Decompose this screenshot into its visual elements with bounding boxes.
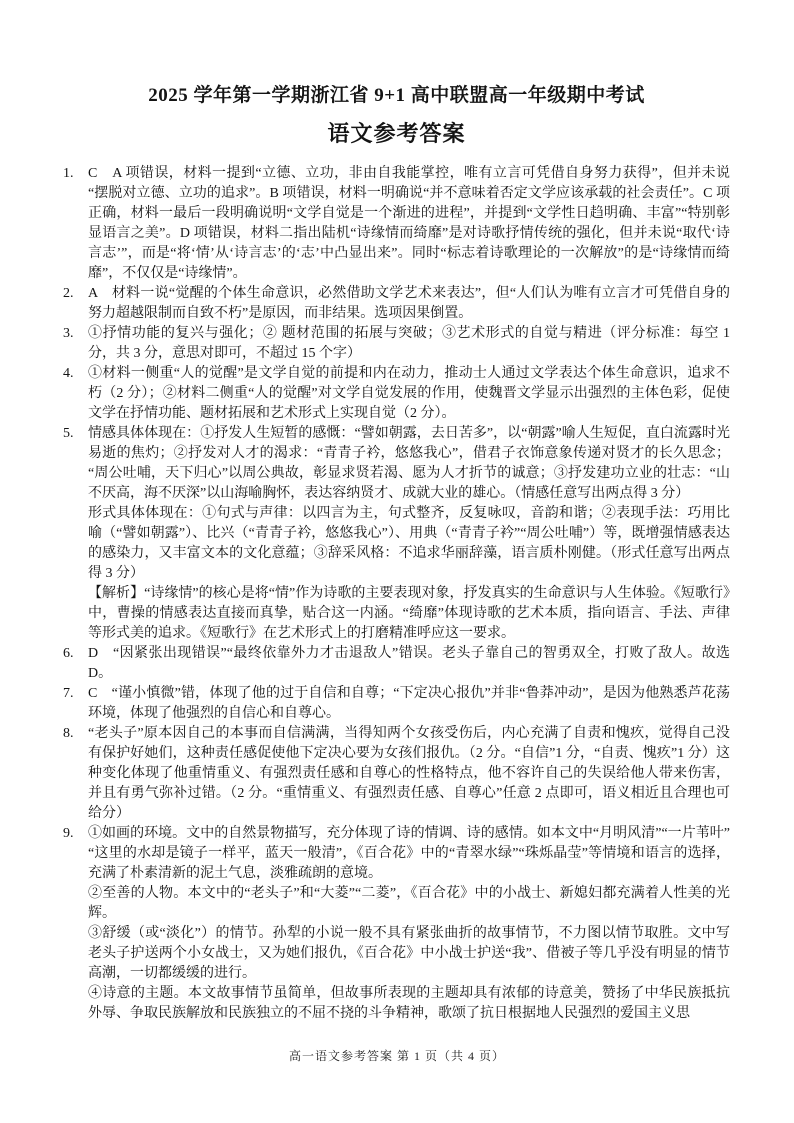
answer-paragraph-analysis: 【解析】“诗缘情”的核心是将“情”作为诗歌的主要表现对象，抒发真实的生命意识与人生体验。《短歌行》中，曹操的情感表达直接而真挚，贴合这一内涵。“绮靡”体现诗歌的艺术本质，指向语言、手法、声律等形式美的追求。《短歌行》在艺术形式上的打磨精准呼应这一要求。	[88, 586, 730, 641]
answer-paragraph: ②至善的人物。本文中的“老头子”和“大菱”“二菱”，《百合花》中的小战士、新媳妇都充满着人性美的光辉。	[88, 886, 730, 921]
answer-item-4	[63, 364, 730, 424]
answer-item-8	[63, 724, 730, 824]
answer-number: 3.	[63, 326, 74, 341]
answer-number: 6.	[63, 646, 74, 661]
answer-paragraph: ③舒缓（或“淡化”）的情节。孙犁的小说一般不具有紧张曲折的故事情节，不力图以情节取胜。文中写老头子护送两个小女战士，又为她们报仇，《百合花》中小战士护送“我”、借被子等几乎没有明显的情节高潮，一切都缓缓的进行。	[88, 926, 730, 981]
doc-title: 语文参考答案	[327, 121, 466, 146]
answer-item-6	[63, 644, 730, 684]
answer-item-9	[63, 824, 730, 1024]
exam-title: 2025 学年第一学期浙江省 9+1 高中联盟高一年级期中考试	[148, 85, 645, 106]
answer-paragraph: ①材料一侧重“人的觉醒”是文学自觉的前提和内在动力，推动士人通过文学表达个体生命意识，追求不朽（2 分）；②材料二侧重“人的觉醒”对文学自觉发展的作用，使魏晋文学显示出强烈的主体色彩，促使文学在抒情功能、题材拓展和艺术形式上实现自觉（2 分）。	[88, 366, 730, 421]
answer-item-3	[63, 324, 730, 364]
answer-paragraph: 情感具体体现在：①抒发人生短暂的感慨：“譬如朝露，去日苦多”，以“朝露”喻人生短促，直白流露时光易逝的焦灼；②抒发对人才的渴求：“青青子衿，悠悠我心”，借君子衣饰意象传递对贤才的长久思念；“周公吐哺，天下归心”以周公典故，彰显求贤若渴、愿为人才折节的诚意；③抒发建功立业的壮志：“山不厌高，海不厌深”以山海喻胸怀，表达容纳贤才、成就大业的雄心。（情感任意写出两点得 3 分）	[88, 426, 730, 501]
answer-paragraph: ④诗意的主题。本文故事情节虽简单，但故事所表现的主题却具有浓郁的诗意美，赞扬了中华民族抵抗外辱、争取民族解放和民族独立的不屈不挠的斗争精神，歌颂了抗日根据地人民强烈的爱国主义思	[88, 986, 730, 1021]
answer-number: 9.	[63, 826, 74, 841]
answer-number: 4.	[63, 366, 74, 381]
answer-paragraph: ①抒情功能的复兴与强化；② 题材范围的拓展与突破；③艺术形式的自觉与精进（评分标准：每空 1 分，共 3 分，意思对即可，不超过 15 个字）	[88, 326, 730, 361]
answer-paragraph: C “谨小慎微”错，体现了他的过于自信和自尊；“下定决心报仇”并非“鲁莽冲动”，是因为他熟悉芦花荡环境，体现了他强烈的自信心和自尊心。	[88, 686, 730, 721]
answer-number: 5.	[63, 426, 74, 441]
answer-paragraph: C A 项错误，材料一提到“立德、立功，非由自我能掌控，唯有立言可凭借自身努力获得”，但并未说“摆脱对立德、立功的追求”。B 项错误，材料一明确说“并不意味着否定文学应该承载的社会责任”。C 项正确，材料一最后一段明确说明“文学自觉是一个渐进的进程”，并提到“文学性日趋明确、丰富”“特别彰显语言之美”。D 项错误，材料二指出陆机“诗缘情而绮靡”是对诗歌抒情传统的强化，但并未说“取代‘诗言志’”，而是“将‘情’从‘诗言志’的‘志’中凸显出来”。同时“标志着诗歌理论的一次解放”的是“诗缘情而绮靡”，不仅仅是“诗缘情”。	[88, 166, 730, 281]
answer-number: 2.	[63, 286, 74, 301]
page-footer: 高一语文参考答案 第 1 页（共 4 页）	[288, 1049, 505, 1063]
answer-item-7	[63, 684, 730, 724]
answer-paragraph: “老头子”原本因自己的本事而自信满满，当得知两个女孩受伤后，内心充满了自责和愧疚，觉得自己没有保护好她们，这种责任感促使他下定决心要为女孩们报仇。（2 分。“自信”1 分，“自责、愧疚”1 分）这种变化体现了他重情重义、有强烈责任感和自尊心的性格特点，他不容许自己的失误给他人带来伤害，并且有勇气弥补过错。（2 分。“重情重义、有强烈责任感、自尊心”任意 2 点即可，语义相近且合理也可给分）	[88, 726, 730, 821]
answer-paragraph: ①如画的环境。文中的自然景物描写，充分体现了诗的情调、诗的感情。如本文中“月明风清”“一片苇叶”“这里的水却是镜子一样平，蓝天一般清”，《百合花》中的“青翠水绿”“珠烁晶莹”等情境和语言的选择，充满了朴素清新的泥土气息，淡雅疏朗的意境。	[88, 826, 730, 881]
answer-item-1	[63, 164, 730, 284]
answer-item-2	[63, 284, 730, 324]
answer-number: 8.	[63, 726, 74, 741]
answer-paragraph: D “因紧张出现错误”“最终依靠外力才击退敌人”错误。老头子靠自己的智勇双全，打败了敌人。故选 D。	[88, 646, 730, 681]
answer-paragraph: A 材料一说“觉醒的个体生命意识，必然借助文学艺术来表达”，但“人们认为唯有立言才可凭借自身的努力超越限制而自致不朽”是原因，而非结果。选项因果倒置。	[88, 286, 730, 321]
answer-item-5	[63, 424, 730, 644]
answers-list	[63, 164, 730, 1024]
answer-number: 7.	[63, 686, 74, 701]
answer-number: 1.	[63, 166, 74, 181]
answer-paragraph: 形式具体体现在：①句式与声律：以四言为主，句式整齐，反复咏叹，音韵和谐；②表现手法：巧用比喻（“譬如朝露”）、比兴（“青青子衿，悠悠我心”）、用典（“青青子衿”“周公吐哺”）等，既增强情感表达的感染力，又丰富文本的文化意蕴；③辞采风格：不追求华丽辞藻，语言质朴刚健。（形式任意写出两点得 3 分）	[88, 506, 730, 581]
